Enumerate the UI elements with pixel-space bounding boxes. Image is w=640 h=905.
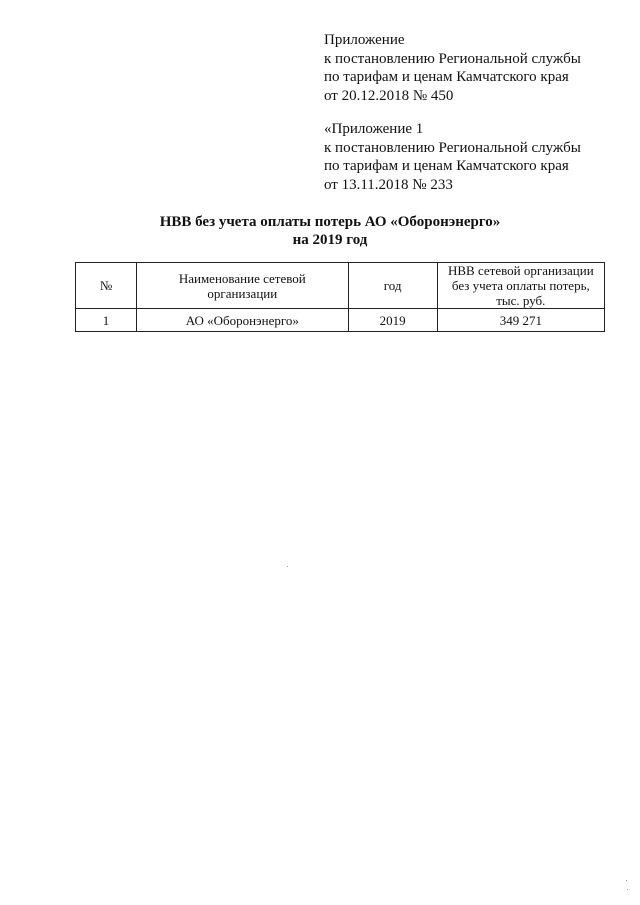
cell-nvv: 349 271 [437, 309, 604, 332]
scan-speck [287, 566, 288, 567]
table-row [76, 309, 605, 332]
appendix-line: по тарифам и ценам Камчатского края [324, 158, 569, 174]
table-header-row [76, 263, 605, 309]
scan-speck [627, 889, 628, 890]
document-title: НВВ без учета оплаты потерь АО «Оборонэнерго» [159, 214, 501, 230]
nvv-table [75, 262, 605, 332]
scan-speck [626, 880, 627, 881]
header-organization-line: Наименование сетевой [178, 270, 306, 286]
cell-year: 2019 [348, 309, 437, 332]
cell-number: 1 [76, 309, 137, 332]
cell-organization: АО «Оборонэнерго» [137, 309, 348, 332]
appendix-header-current [324, 31, 581, 105]
appendix-line: от 13.11.2018 № 233 [324, 176, 453, 193]
appendix-line: Приложение [324, 32, 405, 48]
header-nvv-line: тыс. руб. [496, 293, 546, 308]
appendix-line: по тарифам и ценам Камчатского края [324, 69, 569, 85]
header-number: № [76, 263, 137, 309]
header-nvv-line: НВВ сетевой организации [447, 263, 594, 278]
header-year: год [348, 263, 437, 309]
appendix-line: к постановлению Региональной службы [324, 139, 581, 156]
header-organization [137, 263, 348, 309]
header-organization-line: организации [207, 285, 278, 301]
appendix-line: «Приложение 1 [324, 121, 424, 137]
header-nvv [437, 263, 604, 309]
appendix-header-original [324, 120, 581, 194]
header-nvv-line: без учета оплаты потерь, [451, 278, 590, 293]
appendix-line: к постановлению Региональной службы [324, 50, 581, 67]
appendix-line: от 20.12.2018 № 450 [324, 87, 454, 104]
document-subtitle: на 2019 год [292, 232, 368, 248]
